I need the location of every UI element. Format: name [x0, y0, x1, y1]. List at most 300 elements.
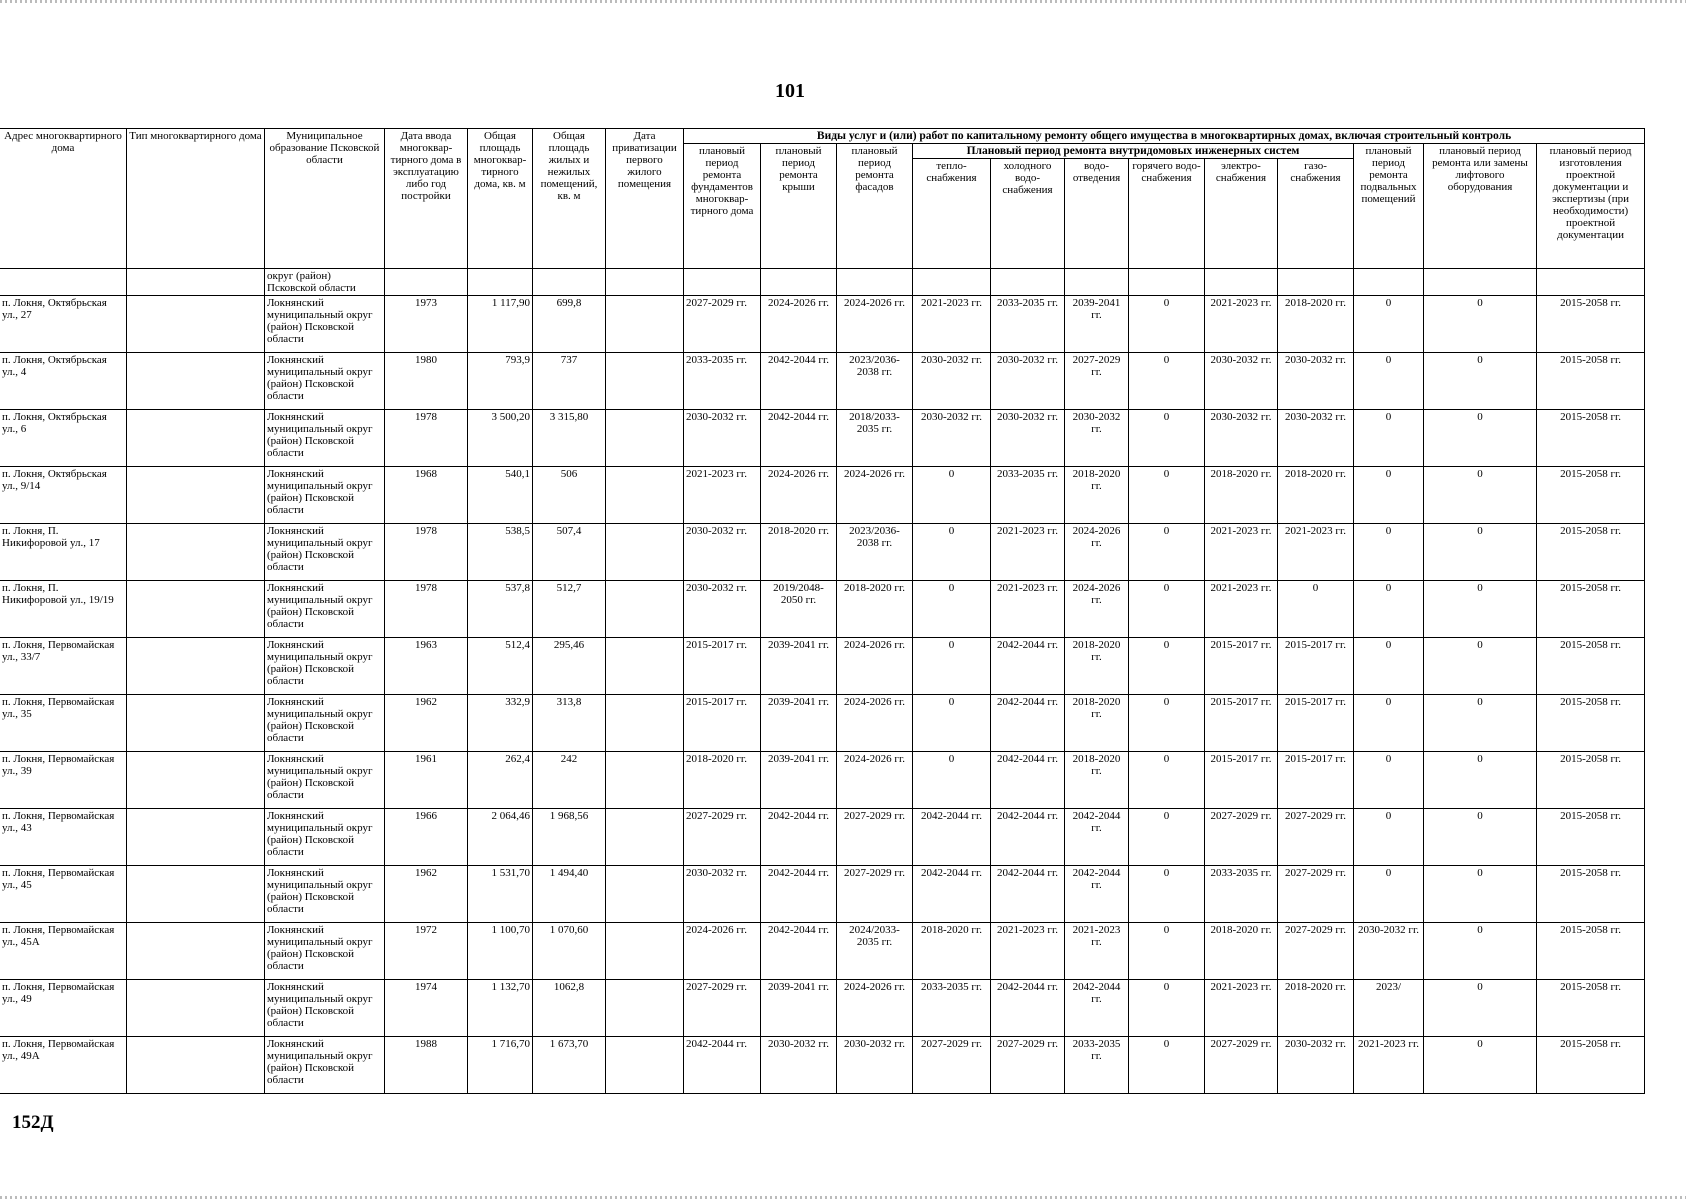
cell-basement: 0: [1354, 467, 1424, 524]
cell-heat: 0: [913, 524, 991, 581]
cell-sewer: 2030-2032 гг.: [1065, 410, 1129, 467]
cell-heat: 2018-2020 гг.: [913, 923, 991, 980]
cell-cold-water: 2021-2023 гг.: [991, 524, 1065, 581]
cell-living-area: 313,8: [533, 695, 606, 752]
cell-design-docs: 2015-2058 гг.: [1537, 524, 1645, 581]
cell-hot-water: 0: [1129, 1037, 1205, 1094]
cell-design-docs: 2015-2058 гг.: [1537, 695, 1645, 752]
cell-total-area: 512,4: [468, 638, 533, 695]
cell-year: 1980: [385, 353, 468, 410]
cell-elevator: 0: [1424, 467, 1537, 524]
cell-municipality: Локнянский муниципальный округ (район) Псковской области: [265, 866, 385, 923]
cell-type: [127, 752, 265, 809]
col-header-electric: электро-снабжения: [1205, 159, 1278, 269]
cell-elevator: 0: [1424, 980, 1537, 1037]
cell-cold-water: 2033-2035 гг.: [991, 467, 1065, 524]
table-row: [0, 638, 1645, 695]
cell-privatization: [606, 809, 684, 866]
cell-facade: 2023/2036-2038 гг.: [837, 353, 913, 410]
col-header-elevator: плановый период ремонта или замены лифтового оборудования: [1424, 144, 1537, 269]
cell-foundation: 2030-2032 гг.: [684, 866, 761, 923]
cell-sewer: 2018-2020 гг.: [1065, 638, 1129, 695]
cell-hot-water: 0: [1129, 866, 1205, 923]
cell-sewer: 2033-2035 гг.: [1065, 1037, 1129, 1094]
cell-sewer: 2021-2023 гг.: [1065, 923, 1129, 980]
cell-cold-water: 2042-2044 гг.: [991, 752, 1065, 809]
cell-municipality: Локнянский муниципальный округ (район) Псковской области: [265, 1037, 385, 1094]
cell-basement: 2021-2023 гг.: [1354, 1037, 1424, 1094]
cell-living-area: 506: [533, 467, 606, 524]
cell-privatization: [606, 353, 684, 410]
cell-privatization: [606, 524, 684, 581]
cell-design-docs: 2015-2058 гг.: [1537, 638, 1645, 695]
cell-gas: 2030-2032 гг.: [1278, 353, 1354, 410]
cell-heat: 2027-2029 гг.: [913, 1037, 991, 1094]
cell-foundation: 2033-2035 гг.: [684, 353, 761, 410]
cell-cold-water: 2042-2044 гг.: [991, 809, 1065, 866]
col-header-hot-water: горячего водо-снабжения: [1129, 159, 1205, 269]
cell-hot-water: 0: [1129, 296, 1205, 353]
cell-cold-water: 2021-2023 гг.: [991, 923, 1065, 980]
capital-repair-table: [0, 128, 1645, 1094]
col-header-sewer: водо-отведения: [1065, 159, 1129, 269]
col-header-privatization: Дата приватизации первого жилого помещения: [606, 129, 684, 269]
cell-sewer: 2042-2044 гг.: [1065, 809, 1129, 866]
cell-cold-water: 2042-2044 гг.: [991, 866, 1065, 923]
col-header-living-area: Общая площадь жилых и нежилых помещений, кв. м: [533, 129, 606, 269]
cell-living-area: 1 673,70: [533, 1037, 606, 1094]
cell-living-area: 242: [533, 752, 606, 809]
cell-foundation: 2027-2029 гг.: [684, 296, 761, 353]
cell-hot-water: 0: [1129, 980, 1205, 1037]
cell-municipality: Локнянский муниципальный округ (район) Псковской области: [265, 296, 385, 353]
table-body: [0, 269, 1645, 1094]
cell-hot-water: 0: [1129, 410, 1205, 467]
cell-facade: 2018/2033-2035 гг.: [837, 410, 913, 467]
cell-facade: 2024-2026 гг.: [837, 695, 913, 752]
cell-privatization: [606, 695, 684, 752]
cell-privatization: [606, 923, 684, 980]
cell-privatization: [606, 581, 684, 638]
cell-living-area: 3 315,80: [533, 410, 606, 467]
col-header-type: Тип многоквартирного дома: [127, 129, 265, 269]
cell-roof: 2039-2041 гг.: [761, 695, 837, 752]
cell-type: [127, 695, 265, 752]
cell-foundation: 2021-2023 гг.: [684, 467, 761, 524]
cell-address: п. Локня, П. Никифоровой ул., 19/19: [0, 581, 127, 638]
cell-year: 1978: [385, 581, 468, 638]
cell-total-area: 1 531,70: [468, 866, 533, 923]
cell-living-area: 1 968,56: [533, 809, 606, 866]
cell-type: [127, 866, 265, 923]
cell-roof: 2030-2032 гг.: [761, 1037, 837, 1094]
cell-gas: 2030-2032 гг.: [1278, 410, 1354, 467]
cell-design-docs: 2015-2058 гг.: [1537, 752, 1645, 809]
cell-year: 1963: [385, 638, 468, 695]
cell-roof: 2039-2041 гг.: [761, 752, 837, 809]
cell-roof: 2039-2041 гг.: [761, 980, 837, 1037]
cell-cold-water: 2030-2032 гг.: [991, 410, 1065, 467]
cell-sewer: 2042-2044 гг.: [1065, 866, 1129, 923]
cell-privatization: [606, 1037, 684, 1094]
table-row: [0, 410, 1645, 467]
table-row: [0, 980, 1645, 1037]
cell-roof: 2018-2020 гг.: [761, 524, 837, 581]
cell-hot-water: 0: [1129, 752, 1205, 809]
cell-facade: 2027-2029 гг.: [837, 866, 913, 923]
cell-year: 1978: [385, 410, 468, 467]
cell-electric: 2021-2023 гг.: [1205, 581, 1278, 638]
cell-elevator: 0: [1424, 296, 1537, 353]
cell-basement: 0: [1354, 410, 1424, 467]
cell-design-docs: 2015-2058 гг.: [1537, 980, 1645, 1037]
cell-type: [127, 638, 265, 695]
cell-electric: 2018-2020 гг.: [1205, 467, 1278, 524]
document-code: 152Д: [12, 1112, 54, 1133]
cell-design-docs: 2015-2058 гг.: [1537, 353, 1645, 410]
cell-address: п. Локня, Первомайская ул., 49А: [0, 1037, 127, 1094]
cell-facade: 2024-2026 гг.: [837, 638, 913, 695]
cell-elevator: 0: [1424, 524, 1537, 581]
cell-sewer: 2027-2029 гг.: [1065, 353, 1129, 410]
cell-total-area: 1 117,90: [468, 296, 533, 353]
table-row: [0, 296, 1645, 353]
cell-elevator: 0: [1424, 353, 1537, 410]
cell-heat: 2042-2044 гг.: [913, 866, 991, 923]
cell-cold-water: 2042-2044 гг.: [991, 980, 1065, 1037]
cell-elevator: 0: [1424, 410, 1537, 467]
table-row: [0, 809, 1645, 866]
cell-privatization: [606, 410, 684, 467]
cell-sewer: 2018-2020 гг.: [1065, 467, 1129, 524]
cell-roof: 2039-2041 гг.: [761, 638, 837, 695]
cell-heat: 0: [913, 581, 991, 638]
cell-roof: 2042-2044 гг.: [761, 353, 837, 410]
cell-roof: 2024-2026 гг.: [761, 467, 837, 524]
cell-basement: 2023/: [1354, 980, 1424, 1037]
cell-design-docs: 2015-2058 гг.: [1537, 581, 1645, 638]
cell-hot-water: 0: [1129, 638, 1205, 695]
cell-address: п. Локня, Октябрьская ул., 27: [0, 296, 127, 353]
cell-foundation: 2018-2020 гг.: [684, 752, 761, 809]
cell-living-area: 1 070,60: [533, 923, 606, 980]
cell-municipality: Локнянский муниципальный округ (район) Псковской области: [265, 695, 385, 752]
cell-electric: 2021-2023 гг.: [1205, 296, 1278, 353]
cell-year: 1962: [385, 866, 468, 923]
cell-privatization: [606, 467, 684, 524]
cell-gas: 0: [1278, 581, 1354, 638]
cell-address: п. Локня, Октябрьская ул., 4: [0, 353, 127, 410]
cell-foundation: 2030-2032 гг.: [684, 410, 761, 467]
col-header-roof: плановый период ремонта крыши: [761, 144, 837, 269]
cell-elevator: 0: [1424, 638, 1537, 695]
cell-year: 1968: [385, 467, 468, 524]
cell-hot-water: 0: [1129, 353, 1205, 410]
cell-roof: 2024-2026 гг.: [761, 296, 837, 353]
cell-cold-water: 2042-2044 гг.: [991, 695, 1065, 752]
cell-hot-water: 0: [1129, 524, 1205, 581]
cell-heat: 0: [913, 467, 991, 524]
cell-total-area: 1 716,70: [468, 1037, 533, 1094]
cell-facade: 2024-2026 гг.: [837, 980, 913, 1037]
cell-electric: 2027-2029 гг.: [1205, 809, 1278, 866]
cell-municipality: округ (район) Псковской области: [265, 269, 385, 296]
cell-sewer: 2018-2020 гг.: [1065, 695, 1129, 752]
cell-elevator: 0: [1424, 1037, 1537, 1094]
cell-roof: 2042-2044 гг.: [761, 866, 837, 923]
cell-type: [127, 923, 265, 980]
cell-design-docs: 2015-2058 гг.: [1537, 410, 1645, 467]
table-row: [0, 524, 1645, 581]
cell-total-area: 2 064,46: [468, 809, 533, 866]
cell-electric: 2015-2017 гг.: [1205, 695, 1278, 752]
cell-total-area: 538,5: [468, 524, 533, 581]
cell-gas: 2027-2029 гг.: [1278, 809, 1354, 866]
cell-total-area: 1 100,70: [468, 923, 533, 980]
cell-municipality: Локнянский муниципальный округ (район) Псковской области: [265, 524, 385, 581]
cell-total-area: 537,8: [468, 581, 533, 638]
cell-year: 1966: [385, 809, 468, 866]
col-header-facade: плановый период ремонта фасадов: [837, 144, 913, 269]
cell-basement: 0: [1354, 638, 1424, 695]
cell-foundation: 2030-2032 гг.: [684, 581, 761, 638]
cell-municipality: Локнянский муниципальный округ (район) Псковской области: [265, 923, 385, 980]
cell-design-docs: 2015-2058 гг.: [1537, 296, 1645, 353]
cell-electric: 2018-2020 гг.: [1205, 923, 1278, 980]
cell-living-area: 737: [533, 353, 606, 410]
cell-heat: 2021-2023 гг.: [913, 296, 991, 353]
cell-hot-water: 0: [1129, 695, 1205, 752]
cell-facade: 2024/2033-2035 гг.: [837, 923, 913, 980]
cell-gas: 2030-2032 гг.: [1278, 1037, 1354, 1094]
cell-address: п. Локня, Первомайская ул., 35: [0, 695, 127, 752]
cell-electric: 2027-2029 гг.: [1205, 1037, 1278, 1094]
cell-year: 1973: [385, 296, 468, 353]
cell-privatization: [606, 638, 684, 695]
cell-municipality: Локнянский муниципальный округ (район) Псковской области: [265, 410, 385, 467]
cell-elevator: 0: [1424, 923, 1537, 980]
cell-cold-water: 2042-2044 гг.: [991, 638, 1065, 695]
cell-foundation: 2042-2044 гг.: [684, 1037, 761, 1094]
scan-edge-top: [0, 0, 1686, 3]
cell-facade: 2024-2026 гг.: [837, 467, 913, 524]
cell-cold-water: 2033-2035 гг.: [991, 296, 1065, 353]
cell-type: [127, 581, 265, 638]
cell-hot-water: 0: [1129, 467, 1205, 524]
cell-roof: 2042-2044 гг.: [761, 410, 837, 467]
table-row: [0, 581, 1645, 638]
col-group-engineering: Плановый период ремонта внутридомовых инженерных систем: [913, 144, 1354, 159]
cell-year: 1962: [385, 695, 468, 752]
cell-type: [127, 809, 265, 866]
cell-living-area: 507,4: [533, 524, 606, 581]
cell-elevator: 0: [1424, 695, 1537, 752]
cell-address: п. Локня, Октябрьская ул., 9/14: [0, 467, 127, 524]
cell-foundation: 2015-2017 гг.: [684, 638, 761, 695]
cell-sewer: 2024-2026 гг.: [1065, 581, 1129, 638]
col-header-address: Адрес многоквартирного дома: [0, 129, 127, 269]
cell-privatization: [606, 866, 684, 923]
cell-electric: 2033-2035 гг.: [1205, 866, 1278, 923]
cell-gas: 2021-2023 гг.: [1278, 524, 1354, 581]
cell-year: 1974: [385, 980, 468, 1037]
cell-sewer: 2042-2044 гг.: [1065, 980, 1129, 1037]
cell-basement: 0: [1354, 752, 1424, 809]
table-row-fragment: [0, 269, 1645, 296]
cell-foundation: 2024-2026 гг.: [684, 923, 761, 980]
cell-gas: 2027-2029 гг.: [1278, 923, 1354, 980]
cell-total-area: 793,9: [468, 353, 533, 410]
cell-municipality: Локнянский муниципальный округ (район) Псковской области: [265, 581, 385, 638]
cell-municipality: Локнянский муниципальный округ (район) Псковской области: [265, 980, 385, 1037]
cell-total-area: 262,4: [468, 752, 533, 809]
cell-total-area: 540,1: [468, 467, 533, 524]
cell-hot-water: 0: [1129, 923, 1205, 980]
cell-municipality: Локнянский муниципальный округ (район) Псковской области: [265, 353, 385, 410]
cell-elevator: 0: [1424, 809, 1537, 866]
cell-living-area: 699,8: [533, 296, 606, 353]
cell-elevator: 0: [1424, 866, 1537, 923]
cell-type: [127, 980, 265, 1037]
cell-privatization: [606, 752, 684, 809]
cell-elevator: 0: [1424, 752, 1537, 809]
cell-cold-water: 2027-2029 гг.: [991, 1037, 1065, 1094]
cell-living-area: 1062,8: [533, 980, 606, 1037]
cell-foundation: 2027-2029 гг.: [684, 809, 761, 866]
cell-type: [127, 296, 265, 353]
col-header-gas: газо-снабжения: [1278, 159, 1354, 269]
cell-facade: 2023/2036-2038 гг.: [837, 524, 913, 581]
table-row: [0, 923, 1645, 980]
cell-gas: 2018-2020 гг.: [1278, 467, 1354, 524]
cell-municipality: Локнянский муниципальный округ (район) Псковской области: [265, 467, 385, 524]
cell-year: 1972: [385, 923, 468, 980]
scan-edge-bottom: [0, 1196, 1686, 1199]
cell-address: п. Локня, Первомайская ул., 45: [0, 866, 127, 923]
table-row: [0, 467, 1645, 524]
cell-year: 1978: [385, 524, 468, 581]
cell-gas: 2018-2020 гг.: [1278, 296, 1354, 353]
cell-cold-water: 2021-2023 гг.: [991, 581, 1065, 638]
cell-foundation: 2030-2032 гг.: [684, 524, 761, 581]
cell-type: [127, 353, 265, 410]
cell-year: 1961: [385, 752, 468, 809]
cell-basement: 0: [1354, 581, 1424, 638]
cell-design-docs: 2015-2058 гг.: [1537, 809, 1645, 866]
cell-address: п. Локня, Первомайская ул., 39: [0, 752, 127, 809]
cell-living-area: 295,46: [533, 638, 606, 695]
cell-living-area: 1 494,40: [533, 866, 606, 923]
col-header-foundation: плановый период ремонта фундаментов многоквар-тирного дома: [684, 144, 761, 269]
cell-basement: 0: [1354, 809, 1424, 866]
cell-elevator: 0: [1424, 581, 1537, 638]
table-row: [0, 752, 1645, 809]
page-number: 101: [775, 80, 805, 102]
col-header-basement: плановый период ремонта подвальных помещений: [1354, 144, 1424, 269]
col-header-heat: тепло-снабжения: [913, 159, 991, 269]
cell-total-area: 3 500,20: [468, 410, 533, 467]
cell-facade: 2024-2026 гг.: [837, 752, 913, 809]
cell-facade: 2018-2020 гг.: [837, 581, 913, 638]
cell-gas: 2015-2017 гг.: [1278, 752, 1354, 809]
cell-heat: 2030-2032 гг.: [913, 410, 991, 467]
col-group-works: Виды услуг и (или) работ по капитальному ремонту общего имущества в многоквартирных домах, включая строительный контроль: [684, 129, 1645, 144]
col-header-municipality: Муниципальное образование Псковской области: [265, 129, 385, 269]
cell-design-docs: 2015-2058 гг.: [1537, 866, 1645, 923]
cell-basement: 0: [1354, 866, 1424, 923]
cell-basement: 0: [1354, 296, 1424, 353]
cell-electric: 2015-2017 гг.: [1205, 638, 1278, 695]
cell-gas: 2015-2017 гг.: [1278, 695, 1354, 752]
table-row: [0, 353, 1645, 410]
cell-facade: 2027-2029 гг.: [837, 809, 913, 866]
col-header-total-area: Общая площадь многоквар-тирного дома, кв. м: [468, 129, 533, 269]
cell-roof: 2042-2044 гг.: [761, 923, 837, 980]
cell-privatization: [606, 980, 684, 1037]
cell-living-area: 512,7: [533, 581, 606, 638]
cell-roof: 2019/2048-2050 гг.: [761, 581, 837, 638]
cell-heat: 0: [913, 695, 991, 752]
cell-basement: 0: [1354, 524, 1424, 581]
cell-address: п. Локня, Первомайская ул., 43: [0, 809, 127, 866]
cell-hot-water: 0: [1129, 581, 1205, 638]
cell-foundation: 2015-2017 гг.: [684, 695, 761, 752]
cell-sewer: 2039-2041 гг.: [1065, 296, 1129, 353]
cell-design-docs: 2015-2058 гг.: [1537, 923, 1645, 980]
table-header: [0, 129, 1645, 269]
cell-address: п. Локня, Октябрьская ул., 6: [0, 410, 127, 467]
col-header-year: Дата ввода многоквар-тирного дома в эксплуатацию либо год постройки: [385, 129, 468, 269]
cell-sewer: 2018-2020 гг.: [1065, 752, 1129, 809]
cell-address: п. Локня, Первомайская ул., 49: [0, 980, 127, 1037]
cell-type: [127, 467, 265, 524]
cell-design-docs: 2015-2058 гг.: [1537, 1037, 1645, 1094]
cell-municipality: Локнянский муниципальный округ (район) Псковской области: [265, 809, 385, 866]
col-header-design-docs: плановый период изготовления проектной документации и экспертизы (при необходимости) проектной документации: [1537, 144, 1645, 269]
table-row: [0, 695, 1645, 752]
cell-total-area: 1 132,70: [468, 980, 533, 1037]
cell-municipality: Локнянский муниципальный округ (район) Псковской области: [265, 638, 385, 695]
col-header-cold-water: холодного водо-снабжения: [991, 159, 1065, 269]
cell-cold-water: 2030-2032 гг.: [991, 353, 1065, 410]
cell-sewer: 2024-2026 гг.: [1065, 524, 1129, 581]
table-row: [0, 1037, 1645, 1094]
cell-privatization: [606, 296, 684, 353]
cell-basement: 0: [1354, 353, 1424, 410]
cell-hot-water: 0: [1129, 809, 1205, 866]
cell-electric: 2015-2017 гг.: [1205, 752, 1278, 809]
cell-electric: 2021-2023 гг.: [1205, 524, 1278, 581]
cell-heat: 2033-2035 гг.: [913, 980, 991, 1037]
cell-heat: 0: [913, 638, 991, 695]
cell-facade: 2030-2032 гг.: [837, 1037, 913, 1094]
cell-basement: 2030-2032 гг.: [1354, 923, 1424, 980]
cell-heat: 0: [913, 752, 991, 809]
cell-foundation: 2027-2029 гг.: [684, 980, 761, 1037]
cell-design-docs: 2015-2058 гг.: [1537, 467, 1645, 524]
cell-electric: 2030-2032 гг.: [1205, 410, 1278, 467]
cell-facade: 2024-2026 гг.: [837, 296, 913, 353]
cell-roof: 2042-2044 гг.: [761, 809, 837, 866]
cell-address: п. Локня, П. Никифоровой ул., 17: [0, 524, 127, 581]
cell-total-area: 332,9: [468, 695, 533, 752]
cell-gas: 2027-2029 гг.: [1278, 866, 1354, 923]
cell-heat: 2042-2044 гг.: [913, 809, 991, 866]
cell-type: [127, 410, 265, 467]
cell-gas: 2018-2020 гг.: [1278, 980, 1354, 1037]
cell-type: [127, 524, 265, 581]
cell-address: п. Локня, Первомайская ул., 45А: [0, 923, 127, 980]
